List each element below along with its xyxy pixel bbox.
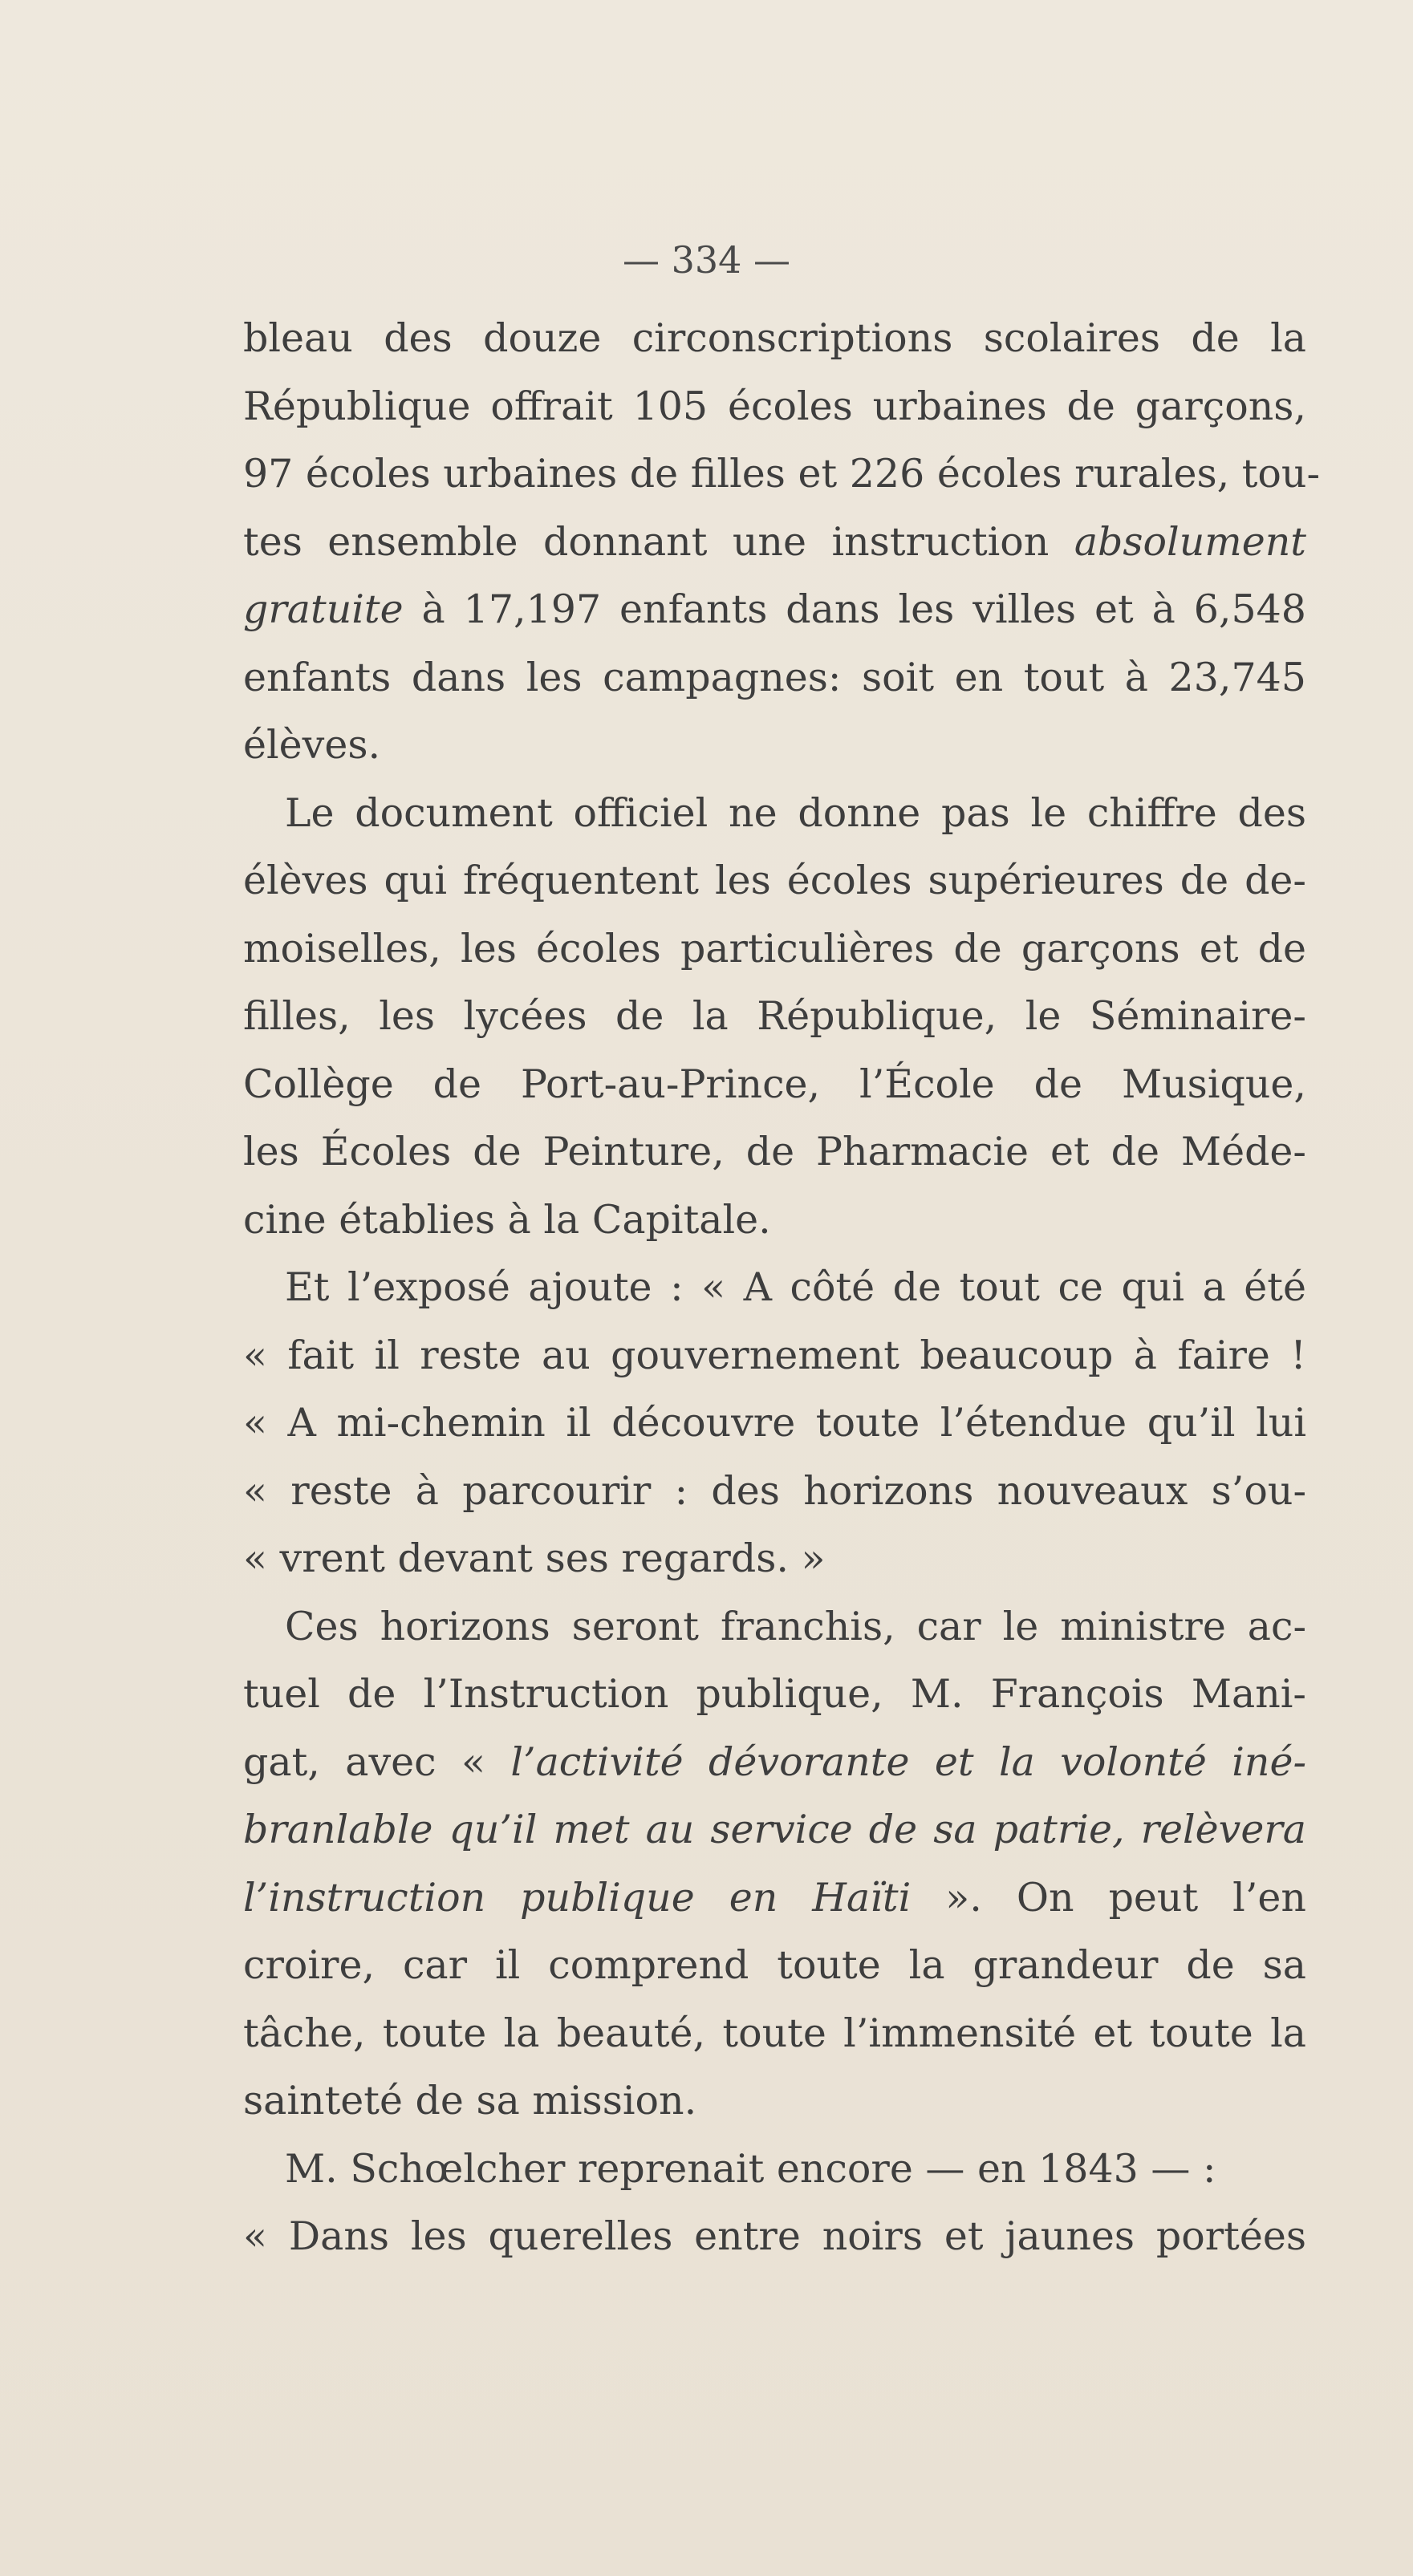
text-line <box>243 2203 1306 2271</box>
text-line <box>243 1525 1306 1593</box>
text-line <box>243 1593 1306 1661</box>
text-segment: les Écoles de Peinture, de Pharmacie et de Méde- <box>243 1129 1306 1174</box>
text-line <box>243 1322 1306 1390</box>
page-number: — 334 — <box>622 238 791 282</box>
text-line <box>243 1458 1306 1526</box>
text-segment: ». On peut l’en <box>911 1874 1306 1921</box>
text-line <box>243 440 1321 509</box>
text-segment: Collège de Port-au-Prince, l’École de Musique, <box>243 1061 1306 1107</box>
text-segment: « Dans les querelles entre noirs et jaunes portées <box>243 2213 1306 2259</box>
text-segment: « vrent devant ses regards. » <box>243 1535 826 1581</box>
text-line <box>243 983 1306 1051</box>
text-line <box>243 1661 1306 1729</box>
text-segment: « reste à parcourir : des horizons nouveaux s’ou- <box>243 1467 1306 1514</box>
text-segment: tuel de l’Instruction publique, M. François Mani- <box>243 1671 1306 1717</box>
text-line <box>243 2136 1306 2204</box>
italic-text: gratuite <box>243 586 404 632</box>
text-line <box>243 915 1306 984</box>
text-line <box>243 780 1306 848</box>
text-segment: élèves. <box>243 722 381 768</box>
text-segment: 97 écoles urbaines de filles et 226 écoles rurales, tou- <box>243 451 1321 497</box>
text-segment: gat, avec « <box>243 1738 511 1785</box>
text-line <box>243 373 1306 441</box>
text-line <box>243 509 1306 577</box>
text-segment: sainteté de sa mission. <box>243 2078 697 2124</box>
text-line <box>243 1864 1306 1933</box>
text-line <box>243 1796 1306 1864</box>
text-segment: « fait il reste au gouvernement beaucoup à faire ! <box>243 1332 1306 1378</box>
text-line <box>243 305 1306 373</box>
text-line <box>243 576 1306 644</box>
text-line <box>243 2000 1306 2068</box>
text-line <box>243 1932 1306 2000</box>
italic-text: absolument <box>1074 518 1306 565</box>
text-line <box>243 1389 1306 1458</box>
text-segment: filles, les lycées de la République, le Séminaire- <box>243 993 1306 1039</box>
text-segment: enfants dans les campagnes: soit en tout à 23,745 <box>243 654 1306 700</box>
text-line <box>243 644 1306 712</box>
text-segment: cine établies à la Capitale. <box>243 1196 771 1243</box>
text-segment: bleau des douze circonscriptions scolaires de la <box>243 315 1306 361</box>
text-segment: tes ensemble donnant une instruction <box>243 518 1074 565</box>
text-segment: moiselles, les écoles particulières de garçons et de <box>243 925 1306 972</box>
text-line <box>243 1254 1306 1322</box>
text-line <box>243 1051 1306 1119</box>
text-line <box>243 847 1306 915</box>
text-segment: élèves qui fréquentent les écoles supérieures de de- <box>243 858 1306 903</box>
text-segment: Le document officiel ne donne pas le chiffre des <box>285 789 1306 836</box>
text-line <box>243 1187 1306 1255</box>
text-segment: à 17,197 enfants dans les villes et à 6,548 <box>403 586 1306 632</box>
text-line <box>243 2067 1306 2136</box>
text-segment: République offrait 105 écoles urbaines de garçons, <box>243 383 1306 429</box>
italic-text: branlable qu’il met au service de sa patrie, relèvera <box>243 1807 1306 1852</box>
text-line <box>243 1118 1306 1187</box>
italic-text: l’activité dévorante et la volonté iné- <box>510 1738 1307 1785</box>
text-segment: tâche, toute la beauté, toute l’immensité et toute la <box>243 2010 1306 2056</box>
italic-text: l’instruction publique en Haïti <box>243 1874 912 1921</box>
body-text <box>243 305 1321 2271</box>
text-segment: Ces horizons seront franchis, car le ministre ac- <box>285 1603 1306 1649</box>
text-segment: croire, car il comprend toute la grandeur de sa <box>243 1942 1306 1988</box>
text-segment: M. Schœlcher reprenait encore — en 1843 — : <box>285 2145 1216 2192</box>
text-segment: Et l’exposé ajoute : « A côté de tout ce qui a été <box>285 1264 1306 1310</box>
text-segment: « A mi-chemin il découvre toute l’étendue qu’il lui <box>243 1400 1306 1446</box>
text-line <box>243 1729 1306 1797</box>
text-line <box>243 712 1306 780</box>
